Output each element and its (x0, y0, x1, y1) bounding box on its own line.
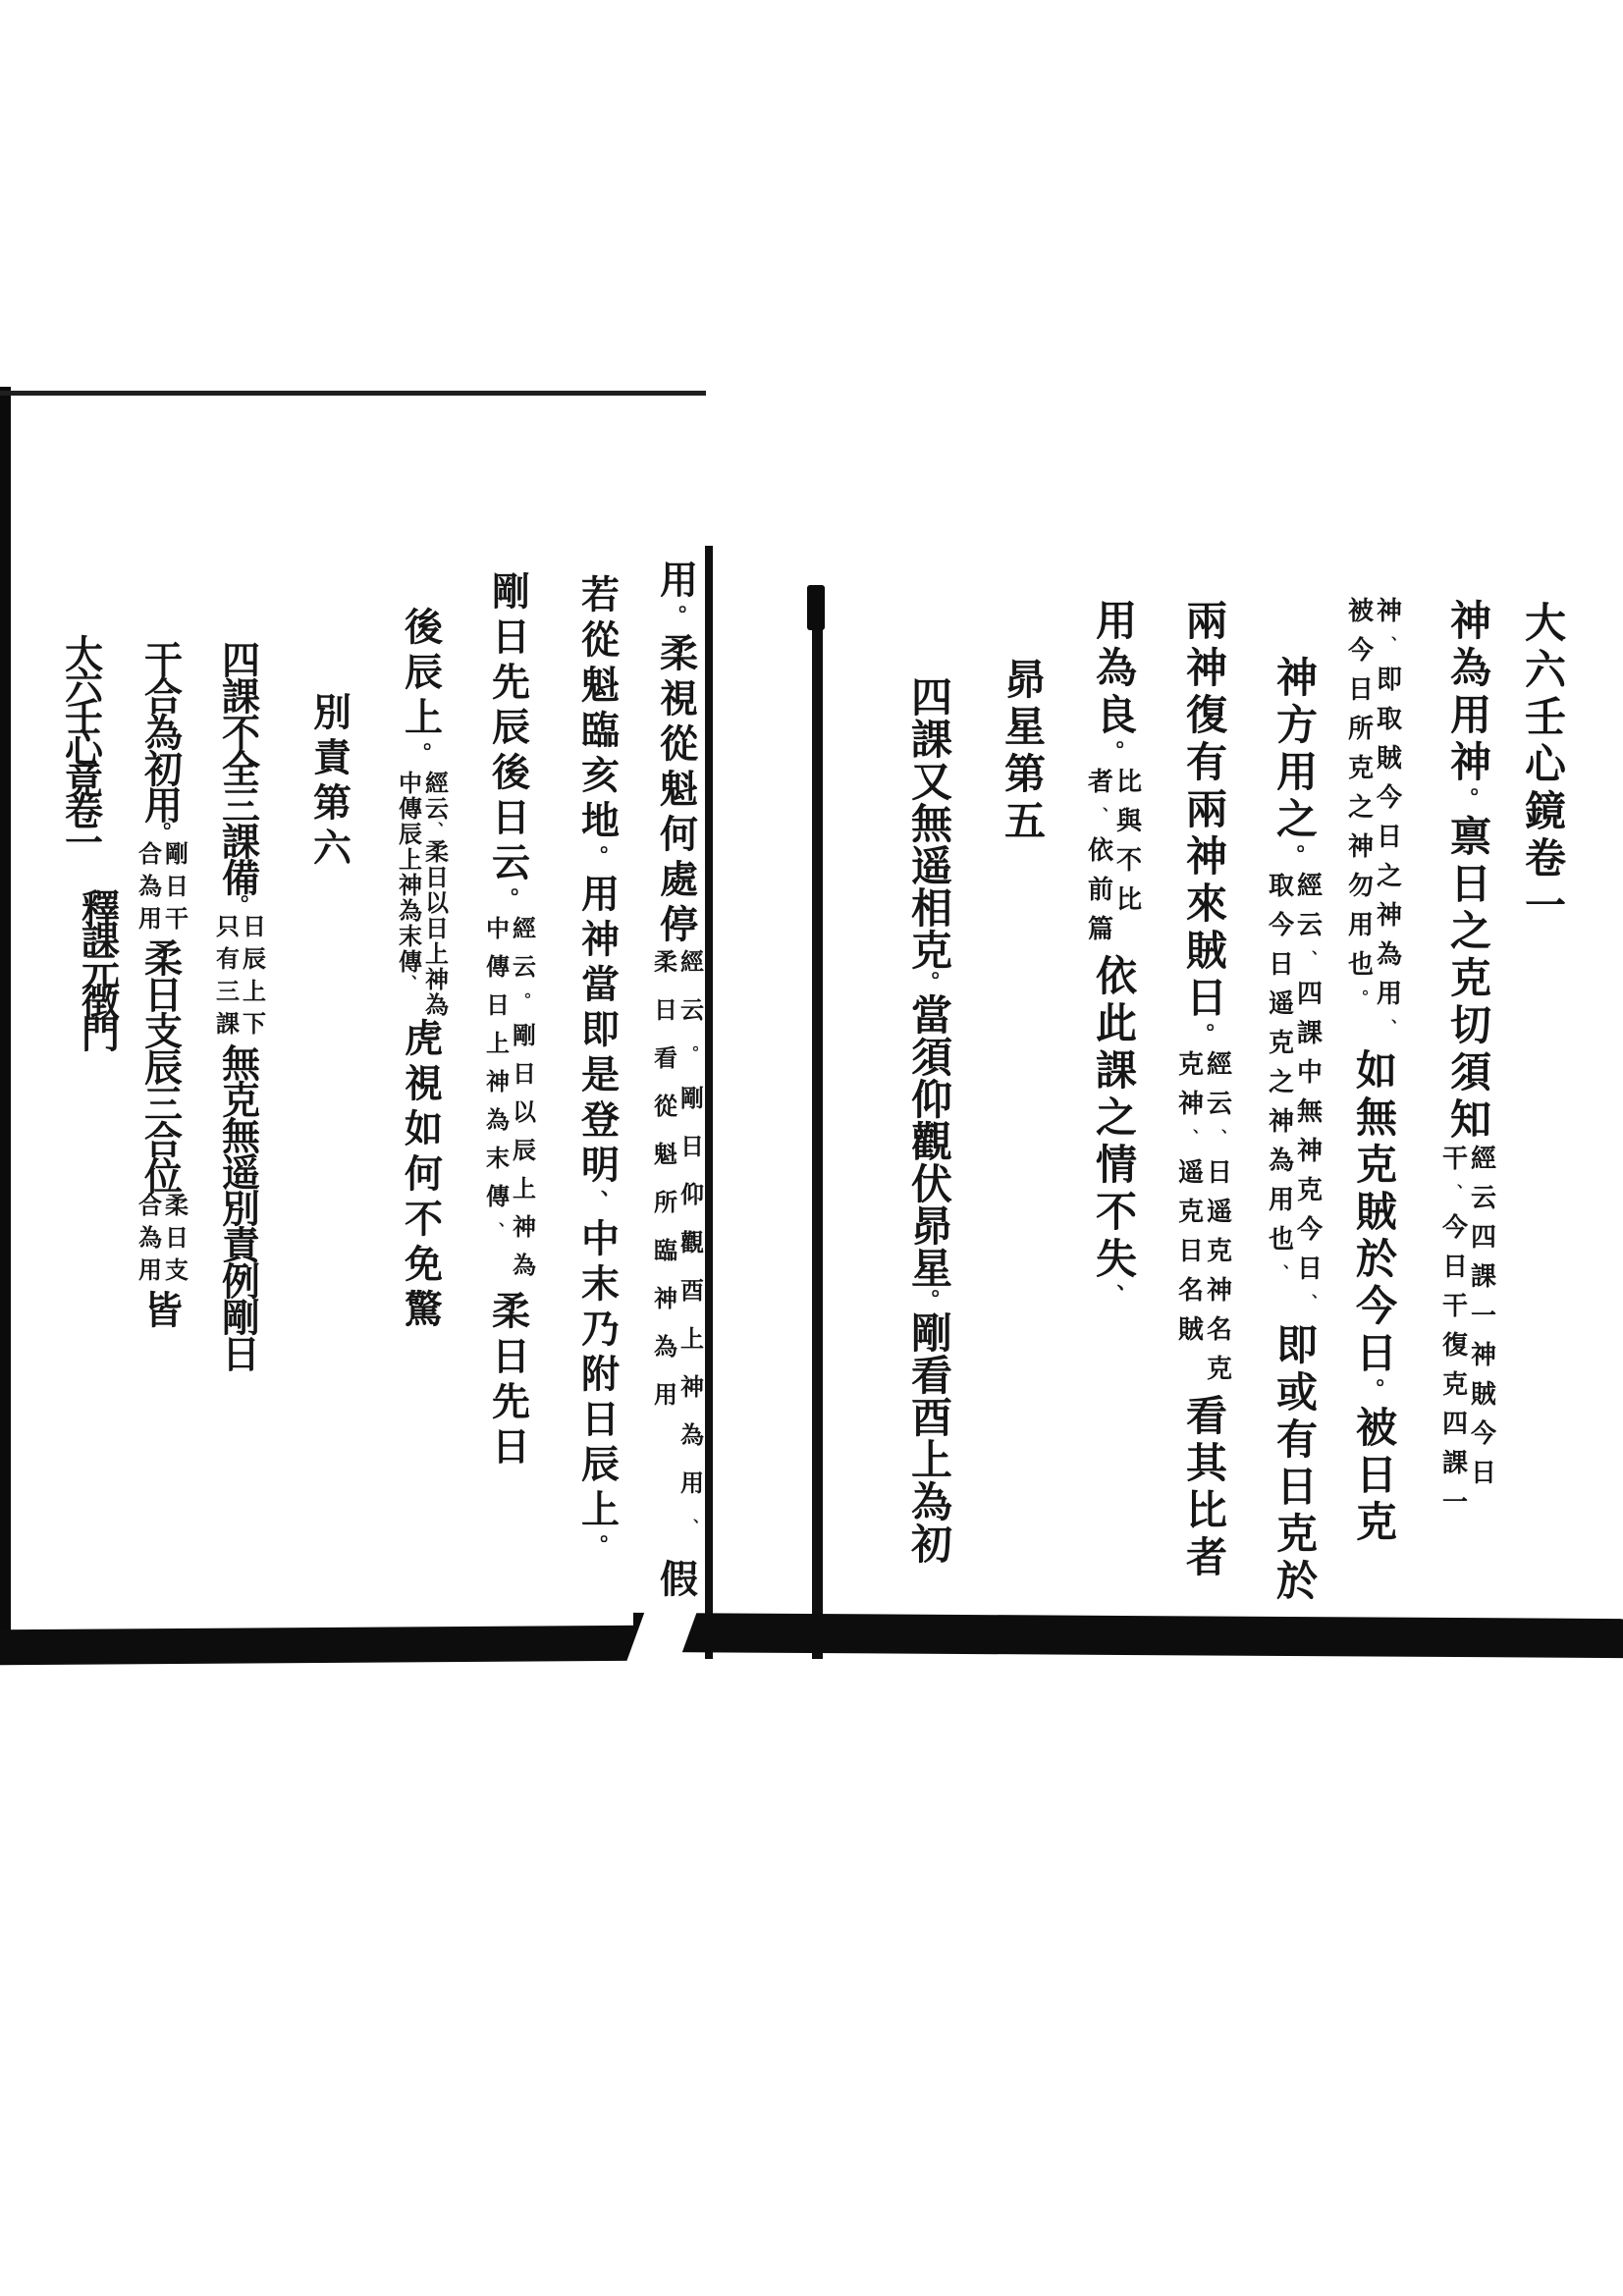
text-column (900, 675, 955, 1565)
annotation-right-subcolumn: 比與不比 (1112, 768, 1142, 925)
main-text-segment: 依此課之情不失、 (1090, 954, 1135, 1311)
right-page-edge-line (812, 586, 823, 1659)
text-column (1514, 601, 1569, 931)
annotation-left-subcolumn: 被今日所克之神勿用也。 (1344, 597, 1374, 1019)
annotation-right-subcolumn: 神、即取賊今日之神為用、 (1373, 597, 1402, 1048)
punctuation-mark: 、 (1379, 1019, 1396, 1048)
text-column (210, 640, 265, 1370)
annotation-right-subcolumn: 經云四課一神賊今日 (1467, 1145, 1496, 1498)
annotation-left-subcolumn: 柔日看從魁所臨神為用 (649, 949, 676, 1430)
main-text-segment: 別責第六 (307, 692, 351, 873)
main-text-segment: 若從魁臨亥地。用神當即是登明、中末乃附日辰上。 (575, 574, 619, 1563)
annotation-right-subcolumn: 經云。剛日以辰上神為 (508, 916, 534, 1291)
annotation-right-subcolumn: 經云、日遥克神名克 (1203, 1050, 1232, 1394)
main-text-segment: 昴星第五 (999, 658, 1044, 846)
page-top-edge-rule (0, 391, 706, 396)
annotation-left-subcolumn: 者、依前篇 (1084, 768, 1113, 954)
page-edge-ink-blob (807, 585, 825, 630)
annotation-left-subcolumn: 干、今日干復克四課一 (1438, 1145, 1468, 1527)
text-column (994, 658, 1049, 846)
text-column (1266, 656, 1321, 1606)
punctuation-mark: 、 (1271, 1264, 1288, 1294)
punctuation-mark: 。 (916, 1289, 941, 1311)
interlinear-annotation (133, 1193, 188, 1290)
text-column (70, 888, 125, 1045)
punctuation-mark: 。 (663, 605, 688, 633)
punctuation-mark: 、 (1299, 1294, 1317, 1323)
main-text-segment: 大六壬心鏡卷一 (1519, 601, 1564, 931)
punctuation-mark: 、 (584, 1190, 610, 1218)
interlinear-annotation (133, 841, 188, 938)
main-text-segment: 用。柔視從魁何處停 (654, 560, 697, 949)
punctuation-mark: 、 (425, 822, 443, 839)
punctuation-mark: 。 (1455, 787, 1480, 815)
interlinear-annotation (480, 916, 535, 1291)
punctuation-mark: 、 (1101, 1284, 1125, 1311)
text-column (393, 607, 448, 1334)
main-text-segment: 看其比者 (1180, 1394, 1225, 1582)
punctuation-mark: 。 (407, 742, 433, 771)
text-column (1439, 599, 1494, 1527)
main-text-segment: 四課又無遥相克。當須仰觀伏昴星。剛看酉上為初 (905, 675, 950, 1565)
annotation-right-subcolumn: 剛日干 (160, 841, 187, 938)
punctuation-mark: 、 (1180, 1129, 1198, 1158)
main-text-segment: 假 (654, 1559, 697, 1604)
punctuation-mark: 。 (1191, 1023, 1216, 1050)
main-text-segment: 剛日先辰後日云。 (486, 571, 529, 916)
punctuation-mark: 。 (225, 894, 250, 914)
text-column (1345, 597, 1400, 1547)
punctuation-mark: 。 (1361, 1378, 1385, 1406)
text-column (480, 571, 535, 1471)
main-text-segment: 皆 (138, 1290, 182, 1326)
interlinear-annotation (1175, 1050, 1230, 1394)
interlinear-annotation (210, 914, 265, 1043)
text-column (1175, 599, 1230, 1582)
annotation-left-subcolumn: 取今日遥克之神為用也、 (1265, 872, 1294, 1294)
main-text-segment: 神方用之。 (1271, 656, 1316, 872)
punctuation-mark: 。 (513, 992, 530, 1023)
text-column (133, 640, 188, 1326)
punctuation-mark: 、 (399, 975, 416, 992)
punctuation-mark: 、 (486, 1222, 504, 1253)
annotation-left-subcolumn: 合為用 (134, 1193, 160, 1290)
bottom-scan-edge-right (633, 1613, 1623, 1658)
punctuation-mark: 。 (495, 887, 520, 916)
bottom-scan-edge-left (0, 1626, 640, 1666)
annotation-right-subcolumn: 柔日支 (160, 1193, 187, 1290)
text-column (648, 560, 703, 1604)
punctuation-mark: 、 (1379, 636, 1396, 666)
main-text-segment: 四課不全三課備。 (216, 640, 259, 914)
annotation-left-subcolumn: 合為用 (134, 841, 160, 938)
punctuation-mark: 。 (147, 822, 173, 841)
interlinear-annotation (648, 949, 703, 1559)
main-text-segment: 後辰上。 (399, 607, 442, 771)
punctuation-mark: 。 (584, 1534, 610, 1563)
annotation-right-subcolumn: 經云。剛日仰觀酉上神為用、 (676, 949, 702, 1559)
punctuation-mark: 、 (1090, 807, 1108, 836)
corner-fold-notch (623, 1592, 698, 1686)
annotation-right-subcolumn: 經云、四課中無神克今日、 (1293, 872, 1323, 1323)
annotation-left-subcolumn: 只有三課 (211, 914, 238, 1043)
punctuation-mark: 。 (1101, 740, 1125, 768)
main-text-segment: 釋課元徴門 (76, 888, 119, 1045)
main-text-segment: 神為用神。禀日之克切須知 (1444, 599, 1489, 1145)
punctuation-mark: 、 (1209, 1129, 1226, 1158)
annotation-right-subcolumn: 經云、柔日以日上神為 (420, 771, 447, 1018)
text-column (301, 692, 356, 873)
punctuation-mark: 、 (1444, 1184, 1462, 1213)
main-text-segment: 大六壬心竟卷一 (59, 634, 102, 854)
punctuation-mark: 。 (584, 845, 610, 874)
punctuation-mark: 。 (1350, 989, 1368, 1019)
interlinear-annotation (1439, 1145, 1494, 1527)
main-text-segment: 虎視如何不免驚 (399, 1018, 442, 1334)
annotation-left-subcolumn: 中傳辰上神為末傳、 (394, 771, 420, 992)
punctuation-mark: 、 (1299, 950, 1317, 980)
interlinear-annotation (393, 771, 448, 1018)
main-text-segment: 柔日支辰三合位 (138, 938, 182, 1193)
text-column (53, 634, 108, 854)
punctuation-mark: 、 (680, 1519, 698, 1559)
punctuation-mark: 。 (916, 971, 941, 993)
annotation-right-subcolumn: 日辰上下 (238, 914, 264, 1043)
left-page-edge-line (705, 546, 713, 1659)
main-text-segment: 干合為初用。 (138, 640, 182, 841)
annotation-left-subcolumn: 克神、遥克日名賊 (1174, 1050, 1204, 1355)
book-spine-bar (0, 387, 11, 1663)
text-column (1085, 599, 1140, 1311)
main-text-segment: 用為良。 (1090, 599, 1135, 768)
interlinear-annotation (1266, 872, 1321, 1323)
text-column (569, 574, 624, 1563)
main-text-segment: 兩神復有兩神來賊日。 (1180, 599, 1225, 1050)
interlinear-annotation (1085, 768, 1140, 954)
main-text-segment: 如無克賊於今日。被日克 (1350, 1048, 1395, 1547)
annotation-left-subcolumn: 中傳日上神為末傳、 (481, 916, 508, 1253)
main-text-segment: 無克無遥別責例剛日 (216, 1043, 259, 1370)
main-text-segment: 柔日先日 (486, 1291, 529, 1471)
interlinear-annotation (1345, 597, 1400, 1048)
punctuation-mark: 。 (680, 1045, 698, 1086)
main-text-segment: 即或有日克於 (1271, 1323, 1316, 1606)
punctuation-mark: 。 (1281, 844, 1306, 872)
